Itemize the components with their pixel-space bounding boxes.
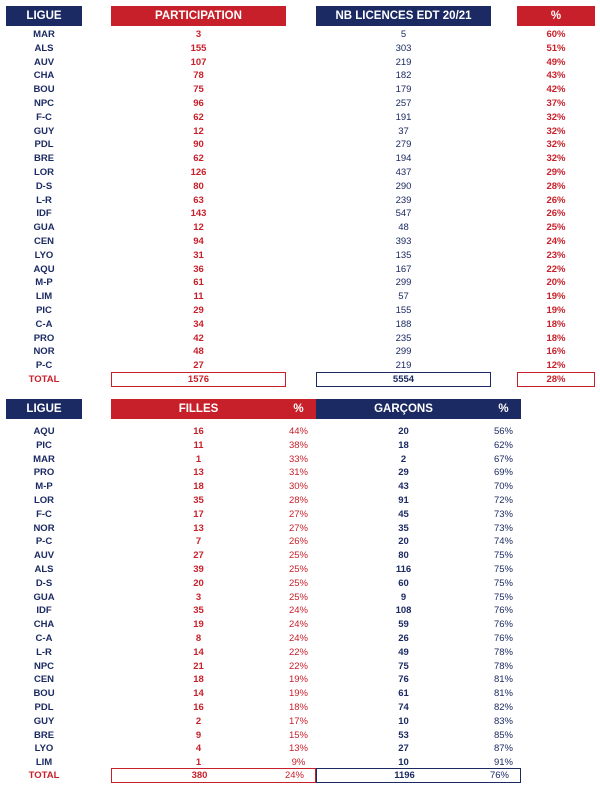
- table2-cell-garcons-pct: 75%: [493, 577, 513, 589]
- table2-cell-ligue: AUV: [33, 550, 55, 562]
- table2-cell-garcons-pct: 75%: [493, 550, 513, 562]
- table1-cell-pct: 26%: [546, 208, 566, 220]
- table2-cell-garcons-pct: 69%: [493, 467, 513, 479]
- table2-cell-ligue: L-R: [36, 646, 52, 658]
- table1-cell-licences: 393: [395, 236, 412, 247]
- table1-cell-participation: 78: [193, 70, 204, 82]
- table1-total-participation: 1576: [111, 372, 286, 387]
- table2-cell-filles: 4: [195, 743, 202, 755]
- table1-cell-pct: 29%: [546, 167, 566, 178]
- table2-header-filles-label: FILLES: [178, 403, 219, 415]
- table2-cell-garcons-pct: 76%: [493, 633, 513, 644]
- table1-cell-ligue: AQU: [33, 263, 55, 275]
- table1-cell-participation: 155: [190, 42, 207, 54]
- table2-cell-garcons-pct: 85%: [493, 729, 513, 741]
- table2-cell-filles-pct: 17%: [288, 715, 308, 727]
- table2-cell-filles: 8: [195, 633, 202, 644]
- table1-cell-pct: 60%: [546, 29, 566, 40]
- table2-cell-filles: 35: [193, 495, 204, 506]
- table1-cell-licences: 188: [395, 318, 412, 330]
- table2-cell-garcons: 108: [395, 605, 412, 617]
- table1-cell-licences: 299: [395, 346, 412, 358]
- table2-cell-garcons: 9: [400, 591, 407, 603]
- table1-cell-ligue: L-R: [36, 194, 52, 206]
- table1-cell-participation: 3: [195, 29, 202, 40]
- table1-header-participation: PARTICIPATION: [111, 6, 286, 26]
- table2-cell-garcons-pct: 62%: [493, 439, 513, 451]
- table2-cell-ligue: IDF: [36, 605, 52, 617]
- table1-cell-licences: 219: [395, 360, 412, 372]
- table2-cell-filles-pct: 25%: [288, 591, 308, 603]
- table1-cell-ligue: NPC: [33, 98, 55, 109]
- table1-cell-pct: 32%: [546, 139, 566, 151]
- table1-cell-licences: 191: [395, 111, 412, 123]
- table1-cell-pct: 43%: [546, 70, 566, 82]
- table2-header-filles: [111, 399, 316, 419]
- table2-cell-filles: 19: [193, 619, 204, 631]
- table2-cell-garcons: 74: [398, 702, 409, 713]
- table2-cell-ligue: BRE: [33, 729, 55, 741]
- table1-cell-pct: 23%: [546, 249, 566, 261]
- table1-cell-licences: 37: [398, 125, 409, 137]
- table2-cell-ligue: NPC: [33, 660, 55, 672]
- table1-cell-participation: 61: [193, 277, 204, 289]
- table1-cell-pct: 22%: [546, 263, 566, 275]
- table2-cell-filles-pct: 33%: [288, 453, 308, 465]
- table1-header-licences: NB LICENCES EDT 20/21: [316, 6, 491, 26]
- table1-cell-licences: 155: [395, 305, 412, 316]
- table1-cell-pct: 16%: [546, 346, 566, 358]
- table1-cell-pct: 26%: [546, 194, 566, 206]
- table2-cell-garcons: 75: [398, 660, 409, 672]
- table1-total-licences: 5554: [316, 372, 491, 387]
- table2-cell-ligue: PDL: [34, 702, 54, 713]
- table1-cell-participation: 75: [193, 84, 204, 96]
- table2-cell-garcons-pct: 81%: [493, 674, 513, 686]
- table2-cell-filles: 16: [193, 426, 204, 437]
- table2-cell-garcons-pct: 87%: [493, 743, 513, 755]
- table2-cell-ligue: LIM: [35, 757, 53, 769]
- table2-cell-ligue: C-A: [35, 633, 53, 644]
- table2-cell-ligue: BOU: [33, 688, 55, 700]
- table2-cell-garcons-pct: 75%: [493, 591, 513, 603]
- table2-cell-ligue: ALS: [34, 564, 54, 575]
- table2-total-garcons-pct: 76%: [489, 770, 509, 781]
- table1-cell-ligue: D-S: [35, 180, 53, 192]
- table1-cell-pct: 24%: [546, 236, 566, 247]
- table2-cell-garcons-pct: 83%: [493, 715, 513, 727]
- table1-cell-licences: 182: [395, 70, 412, 82]
- table1-cell-pct: 12%: [546, 360, 566, 372]
- table1-cell-pct: 32%: [546, 125, 566, 137]
- table2-cell-filles-pct: 9%: [291, 757, 306, 769]
- table1-cell-pct: 37%: [546, 98, 566, 109]
- table1-cell-participation: 31: [193, 249, 204, 261]
- table2-cell-garcons: 76: [398, 674, 409, 686]
- table1-cell-ligue: AUV: [33, 56, 55, 68]
- table2-cell-garcons: 20: [398, 426, 409, 437]
- table2-cell-ligue: LYO: [34, 743, 54, 755]
- table2-cell-filles: 13: [193, 522, 204, 534]
- table2-cell-filles-pct: 19%: [288, 674, 308, 686]
- table1-cell-ligue: IDF: [36, 208, 52, 220]
- table2-header-filles-pct: %: [293, 403, 304, 415]
- table1-cell-ligue: LOR: [33, 167, 55, 178]
- table1-cell-participation: 62: [193, 111, 204, 123]
- table1-cell-licences: 135: [395, 249, 412, 261]
- table1-cell-ligue: F-C: [36, 111, 52, 123]
- table2-cell-filles: 16: [193, 702, 204, 713]
- table2-cell-garcons-pct: 78%: [493, 660, 513, 672]
- table1-cell-participation: 48: [193, 346, 204, 358]
- table2-cell-garcons-pct: 78%: [493, 646, 513, 658]
- table1-cell-licences: 5: [400, 29, 407, 40]
- table2-cell-ligue: PIC: [36, 439, 52, 451]
- table1-cell-participation: 96: [193, 98, 204, 109]
- table1-cell-ligue: C-A: [35, 318, 53, 330]
- table1-cell-pct: 18%: [546, 332, 566, 344]
- table1-cell-ligue: CEN: [33, 236, 55, 247]
- table2-cell-garcons-pct: 81%: [493, 688, 513, 700]
- table2-cell-garcons-pct: 76%: [493, 619, 513, 631]
- table2-cell-filles-pct: 25%: [288, 550, 308, 562]
- table2-cell-ligue: CHA: [33, 619, 55, 631]
- table2-cell-filles-pct: 25%: [288, 577, 308, 589]
- table2-total-filles: 380: [191, 770, 208, 781]
- table2-cell-ligue: PRO: [33, 467, 55, 479]
- table2-cell-garcons-pct: 72%: [493, 495, 513, 506]
- table2-cell-ligue: M-P: [35, 481, 53, 493]
- table2-cell-filles-pct: 18%: [288, 702, 308, 713]
- table2-cell-filles-pct: 44%: [288, 426, 308, 437]
- table2-header-garcons: [316, 399, 521, 419]
- table1-cell-licences: 290: [395, 180, 412, 192]
- table2-cell-filles: 1: [195, 453, 202, 465]
- table1-cell-participation: 11: [193, 291, 204, 303]
- table1-cell-pct: 25%: [546, 222, 566, 234]
- table1-cell-licences: 48: [398, 222, 409, 234]
- table1-cell-licences: 437: [395, 167, 412, 178]
- table2-cell-ligue: GUA: [33, 591, 55, 603]
- table2-cell-garcons: 59: [398, 619, 409, 631]
- table2-cell-garcons: 20: [398, 536, 409, 548]
- table1-cell-licences: 167: [395, 263, 412, 275]
- table1-cell-participation: 36: [193, 263, 204, 275]
- table1-cell-licences: 179: [395, 84, 412, 96]
- table2-total-label: TOTAL: [28, 770, 60, 781]
- table2-cell-filles: 13: [193, 467, 204, 479]
- table2-cell-ligue: AQU: [33, 426, 55, 437]
- table2-cell-ligue: F-C: [36, 508, 52, 520]
- table2-total-filles-box: [111, 768, 316, 783]
- table2-cell-garcons: 2: [400, 453, 407, 465]
- table2-cell-filles-pct: 30%: [288, 481, 308, 493]
- table2-cell-garcons: 10: [398, 715, 409, 727]
- table1-header-pct: %: [517, 6, 595, 26]
- table2-cell-filles-pct: 19%: [288, 688, 308, 700]
- table2-cell-filles: 18: [193, 481, 204, 493]
- table2-cell-garcons-pct: 73%: [493, 508, 513, 520]
- table1-cell-pct: 32%: [546, 153, 566, 165]
- table1-cell-licences: 257: [395, 98, 412, 109]
- table2-cell-filles-pct: 31%: [288, 467, 308, 479]
- table2-cell-garcons-pct: 74%: [493, 536, 513, 548]
- table1-cell-licences: 547: [395, 208, 412, 220]
- table2-header-garcons-pct: %: [498, 403, 509, 415]
- table2-total-garcons: 1196: [394, 770, 415, 781]
- table1-cell-pct: 49%: [546, 56, 566, 68]
- table2-cell-garcons-pct: 73%: [493, 522, 513, 534]
- table1-cell-ligue: LYO: [34, 249, 54, 261]
- table2-cell-filles: 35: [193, 605, 204, 617]
- table1-cell-participation: 42: [193, 332, 204, 344]
- table1-cell-licences: 303: [395, 42, 412, 54]
- table1-cell-ligue: M-P: [35, 277, 53, 289]
- table1-cell-licences: 235: [395, 332, 412, 344]
- table2-cell-filles: 14: [193, 646, 204, 658]
- table2-total-garcons-box: [316, 768, 521, 783]
- table1-cell-licences: 194: [395, 153, 412, 165]
- table2-cell-garcons: 116: [395, 564, 412, 575]
- table2-cell-filles: 1: [195, 757, 202, 769]
- table2-cell-filles: 21: [193, 660, 204, 672]
- table1-cell-ligue: PRO: [33, 332, 55, 344]
- table2-cell-garcons: 10: [398, 757, 409, 769]
- table2-cell-ligue: D-S: [35, 577, 53, 589]
- table1-cell-participation: 63: [193, 194, 204, 206]
- table1-cell-participation: 27: [193, 360, 204, 372]
- table1-cell-participation: 107: [190, 56, 207, 68]
- table1-cell-pct: 51%: [546, 42, 566, 54]
- table1-header-ligue: LIGUE: [6, 6, 82, 26]
- table1-cell-participation: 94: [193, 236, 204, 247]
- table2-cell-garcons: 35: [398, 522, 409, 534]
- table2-cell-filles-pct: 27%: [288, 508, 308, 520]
- table2-cell-filles: 20: [193, 577, 204, 589]
- table1-cell-licences: 219: [395, 56, 412, 68]
- table1-cell-ligue: MAR: [33, 29, 55, 40]
- table2-cell-ligue: NOR: [33, 522, 55, 534]
- table2-cell-filles-pct: 27%: [288, 522, 308, 534]
- table1-cell-licences: 239: [395, 194, 412, 206]
- table2-cell-garcons-pct: 75%: [493, 564, 513, 575]
- table2-cell-filles-pct: 25%: [288, 564, 308, 575]
- table2-cell-filles: 39: [193, 564, 204, 575]
- table1-cell-participation: 62: [193, 153, 204, 165]
- table2-cell-garcons: 80: [398, 550, 409, 562]
- table2-cell-garcons: 18: [398, 439, 409, 451]
- table2-total-filles-pct: 24%: [284, 770, 304, 781]
- table1-cell-ligue: LIM: [35, 291, 53, 303]
- table2-cell-filles-pct: 24%: [288, 605, 308, 617]
- table2-cell-garcons: 43: [398, 481, 409, 493]
- table2-cell-garcons-pct: 70%: [493, 481, 513, 493]
- table1-cell-pct: 18%: [546, 318, 566, 330]
- table2-cell-garcons: 26: [398, 633, 409, 644]
- table2-cell-garcons: 53: [398, 729, 409, 741]
- table2-cell-filles: 14: [193, 688, 204, 700]
- table2-cell-filles-pct: 13%: [288, 743, 308, 755]
- table1-cell-ligue: GUY: [33, 125, 55, 137]
- table2-cell-filles-pct: 24%: [288, 619, 308, 631]
- table2-header-garcons-label: GARÇONS: [374, 403, 433, 415]
- table1-cell-licences: 57: [398, 291, 409, 303]
- table2-cell-filles: 7: [195, 536, 202, 548]
- table2-cell-filles: 3: [195, 591, 202, 603]
- table1-cell-ligue: ALS: [34, 42, 54, 54]
- table2-cell-filles-pct: 38%: [288, 439, 308, 451]
- table1-cell-ligue: GUA: [33, 222, 55, 234]
- table2-cell-garcons: 60: [398, 577, 409, 589]
- table2-cell-filles-pct: 24%: [288, 633, 308, 644]
- table1-cell-pct: 19%: [546, 305, 566, 316]
- table2-cell-ligue: GUY: [33, 715, 55, 727]
- table2-cell-filles: 27: [193, 550, 204, 562]
- table1-cell-participation: 34: [193, 318, 204, 330]
- table1-cell-pct: 19%: [546, 291, 566, 303]
- table2-cell-garcons-pct: 91%: [493, 757, 513, 769]
- table2-cell-filles: 18: [193, 674, 204, 686]
- table2-cell-garcons: 27: [398, 743, 409, 755]
- table2-cell-garcons: 45: [398, 508, 409, 520]
- table1-cell-pct: 20%: [546, 277, 566, 289]
- table2-cell-garcons: 61: [398, 688, 409, 700]
- table2-cell-garcons: 49: [398, 646, 409, 658]
- table1-cell-ligue: BRE: [33, 153, 55, 165]
- table1-cell-participation: 143: [190, 208, 207, 220]
- table1-cell-pct: 32%: [546, 111, 566, 123]
- table2-cell-filles: 17: [193, 508, 204, 520]
- table2-cell-filles-pct: 26%: [288, 536, 308, 548]
- table1-cell-ligue: PIC: [36, 305, 52, 316]
- table2-cell-filles-pct: 22%: [288, 660, 308, 672]
- table1-cell-participation: 12: [193, 222, 204, 234]
- table2-cell-garcons-pct: 82%: [493, 702, 513, 713]
- table1-cell-ligue: BOU: [33, 84, 55, 96]
- table1-cell-participation: 12: [193, 125, 204, 137]
- table1-cell-ligue: P-C: [35, 360, 53, 372]
- table2-cell-garcons-pct: 76%: [493, 605, 513, 617]
- table2-cell-filles-pct: 15%: [288, 729, 308, 741]
- table2-cell-ligue: CEN: [33, 674, 55, 686]
- table2-cell-ligue: P-C: [35, 536, 53, 548]
- table2-cell-filles: 9: [195, 729, 202, 741]
- table2-cell-garcons-pct: 56%: [493, 426, 513, 437]
- table1-cell-licences: 299: [395, 277, 412, 289]
- table2-cell-filles: 11: [193, 439, 204, 451]
- table1-cell-ligue: CHA: [33, 70, 55, 82]
- table2-cell-filles: 2: [195, 715, 202, 727]
- table1-cell-participation: 80: [193, 180, 204, 192]
- table2-cell-ligue: LOR: [33, 495, 55, 506]
- table1-cell-pct: 42%: [546, 84, 566, 96]
- table2-cell-garcons-pct: 67%: [493, 453, 513, 465]
- table1-cell-participation: 126: [190, 167, 207, 178]
- table2-cell-ligue: MAR: [33, 453, 55, 465]
- table1-cell-participation: 29: [193, 305, 204, 316]
- table2-cell-filles-pct: 28%: [288, 495, 308, 506]
- table1-cell-pct: 28%: [546, 180, 566, 192]
- table1-cell-participation: 90: [193, 139, 204, 151]
- table1-cell-licences: 279: [395, 139, 412, 151]
- table2-cell-garcons: 29: [398, 467, 409, 479]
- table2-cell-filles-pct: 22%: [288, 646, 308, 658]
- table1-total-label: TOTAL: [28, 374, 60, 385]
- table1-total-pct: 28%: [517, 372, 595, 387]
- table2-cell-garcons: 91: [398, 495, 409, 506]
- table1-cell-ligue: NOR: [33, 346, 55, 358]
- table1-cell-ligue: PDL: [34, 139, 54, 151]
- table2-header-ligue: LIGUE: [6, 399, 82, 419]
